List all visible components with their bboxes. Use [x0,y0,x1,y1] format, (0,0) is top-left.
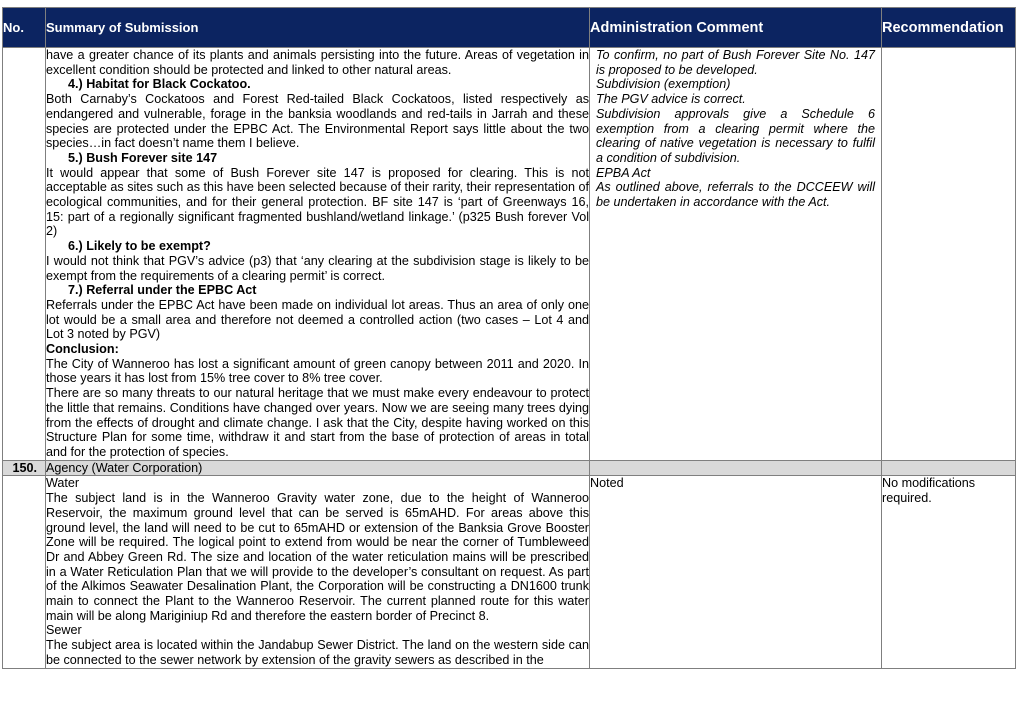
admin-comment-paragraph: To confirm, no part of Bush Forever Site No. 147 is proposed to be developed. [596,48,875,77]
admin-comment-cell [590,48,882,461]
admin-comment-paragraph: The PGV advice is correct. [596,92,746,107]
section-heading: 4.) Habitat for Black Cockatoo. [68,77,251,92]
table-row [3,476,1016,668]
row-number-cell [3,48,46,461]
admin-comment-cell: Noted [590,476,882,668]
admin-comment-paragraph: Subdivision (exemption) [596,77,731,92]
summary-paragraph: have a greater chance of its plants and animals persisting into the future. Areas of vegetation in excellent condition should be protected and linked to other natural areas. [46,48,589,77]
agency-admin-cell [590,460,882,476]
summary-paragraph: The City of Wanneroo has lost a significant amount of green canopy between 2011 and 2020. In those years it has lost from 15% tree cover to 8% tree cover. [46,356,589,386]
summary-cell [46,48,590,461]
agency-recommendation-cell [882,460,1016,476]
summary-paragraph: I would not think that PGV’s advice (p3) that ‘any clearing at the subdivision stage is likely to be exempt from the requirements of a clearing permit’ is correct. [46,253,589,283]
summary-paragraph: There are so many threats to our natural heritage that we must make every endeavour to protect the little that remains. Conditions have changed over years. Now we are seeing many trees dying from the effects of drought and climate change. I ask that the City, despite having worked on this Structure Plan for some time, withdraw it and start from the base of protection of areas in total and for the protection of species. [46,386,589,459]
submission-number: 150. [3,460,46,476]
submissions-table [2,7,1016,669]
conclusion-heading: Conclusion: [46,342,119,357]
admin-comment-paragraph: Subdivision approvals give a Schedule 6 exemption from a clearing permit where the clearing of native vegetation is necessary to fulfil a condition of subdivision. [596,106,875,165]
header-admin-comment: Administration Comment [590,8,882,48]
recommendation-cell: No modifications required. [882,476,1016,668]
section-heading: 6.) Likely to be exempt? [68,239,211,254]
summary-cell [46,476,590,668]
sewer-paragraph: The subject area is located within the Jandabup Sewer District. The land on the western side can be connected to the sewer network by extension of the gravity sewers as described in the [46,638,589,667]
table-row [3,48,1016,461]
header-no: No. [3,8,46,48]
water-heading: Water [46,476,80,491]
water-paragraph: The subject land is in the Wanneroo Gravity water zone, due to the height of Wanneroo Reservoir, the maximum ground level that can be served is 65mAHD. For areas above this ground level, the land will need to be cut to 65mAHD or extension of the Banksia Grove Booster Zone will be required. The logical point to extend from would be near the corner of Tumbleweed Dr and Abbey Green Rd. The size and location of the water reticulation mains will be prescribed in a Water Reticulation Plan that we will provide to the developer’s consultant on request. As part of the Alkimos Seawater Desalination Plant, the Corporation will be constructing a DN1600 trunk main to connect the Plant to the Wanneroo Reservoir. The current planned route for this water main will be along Mariginiup Rd and therefore the eastern border of Precinct 8. [46,491,589,623]
summary-paragraph: Referrals under the EPBC Act have been made on individual lot areas. Thus an area of only one lot would be a small area and therefore not deemed a controlled action (two cases – Lot 4 and Lot 3 noted by PGV) [46,297,589,342]
admin-comment-paragraph: As outlined above, referrals to the DCCEEW will be undertaken in accordance with the Act. [596,180,875,210]
sewer-heading: Sewer [46,623,82,638]
section-heading: 7.) Referral under the EPBC Act [68,283,257,298]
summary-paragraph: It would appear that some of Bush Forever site 147 is proposed for clearing. This is not acceptable as sites such as this have been selected because of their rarity, their representation of ecological communities, and for their general protection. BF site 147 is ‘part of Greenways 16, 15: part of a regionally significant fragmented bushland/wetland linkage.’ (p325 Bush forever Vol 2) [46,165,590,239]
section-heading: 5.) Bush Forever site 147 [68,150,218,165]
header-recommendation: Recommendation [882,8,1016,48]
agency-row [3,460,1016,476]
agency-name: Agency (Water Corporation) [46,460,590,476]
row-number-cell [3,476,46,668]
header-summary: Summary of Submission [46,8,590,48]
summary-paragraph: Both Carnaby’s Cockatoos and Forest Red-tailed Black Cockatoos, listed respectively as endangered and vulnerable, forage in the banksia woodlands and red-tails in Jarrah and these species are protected under the EPBC Act. The Environmental Report says little about the two species…in fact doesn’t name them I believe. [46,92,589,151]
table-header-row [3,8,1016,48]
recommendation-cell [882,48,1016,461]
admin-comment-paragraph: EPBA Act [596,165,651,180]
